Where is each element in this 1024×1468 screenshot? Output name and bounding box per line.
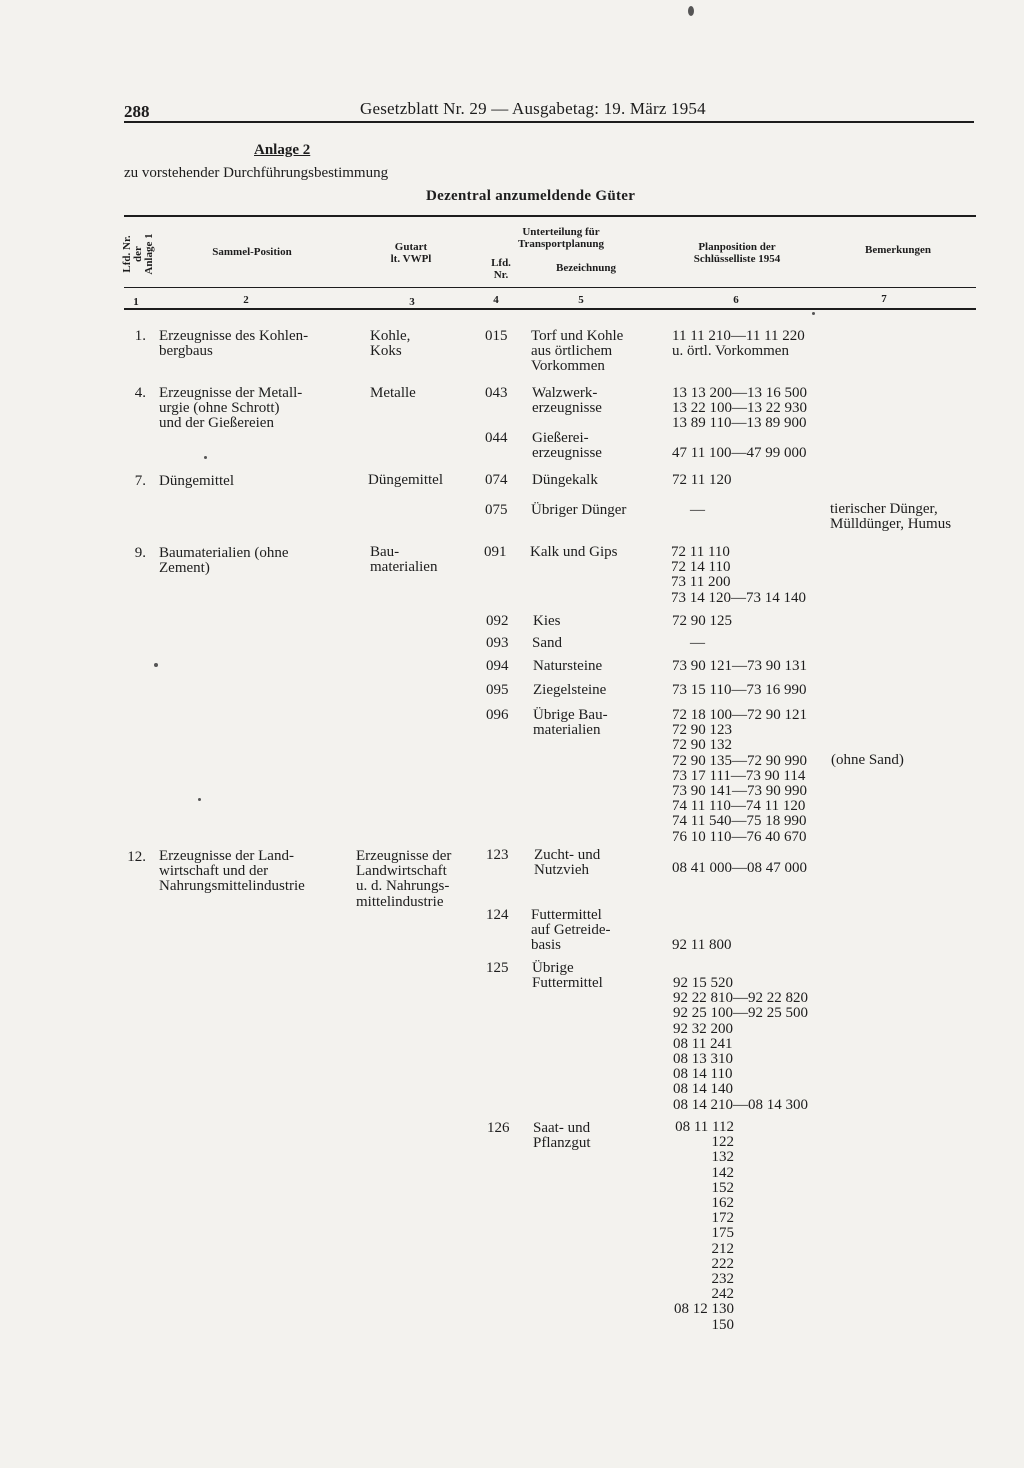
col-number-4: 4 bbox=[493, 294, 499, 306]
row-gutart: Bau- materialien bbox=[370, 544, 438, 576]
anlage-subtitle: zu vorstehender Durchführungsbestimmung bbox=[124, 165, 389, 181]
row-lfd: 092 bbox=[486, 613, 509, 629]
col-number-6: 6 bbox=[733, 294, 739, 306]
page-header-title: Gesetzblatt Nr. 29 — Ausgabetag: 19. März 1954 bbox=[360, 99, 706, 118]
row-gutart: Metalle bbox=[370, 385, 416, 401]
row-planposition: 92 11 800 bbox=[672, 937, 732, 953]
row-bezeichnung: Torf und Kohle aus örtlichem Vorkommen bbox=[531, 328, 624, 375]
row-gutart: Kohle, Koks bbox=[370, 328, 411, 360]
row-sammel: Düngemittel bbox=[159, 473, 234, 489]
row-planposition: — bbox=[690, 635, 705, 651]
row-planposition: — bbox=[690, 502, 705, 518]
anlage-title: Anlage 2 bbox=[254, 142, 311, 158]
row-lfd: 125 bbox=[486, 960, 509, 976]
row-bezeichnung: Kalk und Gips bbox=[530, 544, 618, 560]
row-bemerkungen: tierischer Dünger, Mülldünger, Humus bbox=[830, 501, 952, 533]
row-bezeichnung: Übrige Futtermittel bbox=[532, 960, 603, 992]
scan-speck bbox=[198, 798, 201, 801]
table-title: Dezentral anzumeldende Güter bbox=[426, 188, 636, 204]
col-number-7: 7 bbox=[881, 293, 887, 305]
row-lfd: 091 bbox=[484, 544, 507, 560]
row-bezeichnung: Saat- und Pflanzgut bbox=[533, 1120, 591, 1152]
row-lfd: 123 bbox=[486, 847, 509, 863]
row-bezeichnung: Walzwerk- erzeugnisse bbox=[532, 385, 602, 417]
row-sammel: Erzeugnisse der Land- wirtschaft und der Nahrungsmittelindustrie bbox=[159, 848, 305, 895]
row-lfd: 126 bbox=[487, 1120, 510, 1136]
table-number-rule bbox=[124, 308, 976, 310]
row-bezeichnung: Übrige Bau- materialien bbox=[533, 707, 608, 739]
row-nr: 9. bbox=[134, 545, 146, 561]
table-top-rule bbox=[124, 215, 976, 217]
col-number-5: 5 bbox=[578, 294, 584, 306]
col-number-1: 1 bbox=[133, 296, 139, 308]
row-lfd: 093 bbox=[486, 635, 509, 651]
row-planposition: 92 15 520 92 22 810—92 22 820 92 25 100—92 25 500 92 32 200 08 11 241 08 13 310 08 14 110 08 14 140 08 14 210—08 14 300 bbox=[673, 975, 808, 1113]
row-bezeichnung: Kies bbox=[533, 613, 561, 629]
row-planposition: 08 11 112 122 132 142 152 162 172 175 212 222 232 242 08 12 130 150 bbox=[674, 1119, 734, 1333]
row-lfd: 015 bbox=[485, 328, 508, 344]
row-lfd: 043 bbox=[485, 385, 508, 401]
scan-speck bbox=[204, 456, 207, 459]
page-number: 288 bbox=[124, 102, 150, 121]
row-planposition: 72 18 100—72 90 121 72 90 123 72 90 132 72 90 135—72 90 990 73 17 111—73 90 114 73 90 141—73 90 990 74 11 110—74 11 120 74 11 540—75 18 990 76 10 110—76 40 670 bbox=[672, 707, 807, 845]
row-bezeichnung: Düngekalk bbox=[532, 472, 598, 488]
col-header-planposition: Planposition der Schlüsselliste 1954 bbox=[693, 241, 781, 265]
row-gutart: Düngemittel bbox=[368, 472, 443, 488]
scan-speck bbox=[812, 312, 815, 315]
row-nr: 7. bbox=[134, 473, 146, 489]
col-header-bezeichnung: Bezeichnung bbox=[556, 262, 616, 274]
row-planposition: 73 15 110—73 16 990 bbox=[672, 682, 807, 698]
row-planposition: 11 11 210—11 11 220 u. örtl. Vorkommen bbox=[672, 328, 805, 360]
col-header-gutart: Gutart lt. VWPl bbox=[390, 241, 432, 265]
row-bezeichnung: Ziegelsteine bbox=[533, 682, 607, 698]
row-bezeichnung: Sand bbox=[532, 635, 562, 651]
row-bemerkungen: (ohne Sand) bbox=[831, 752, 904, 768]
row-planposition: 13 13 200—13 16 500 13 22 100—13 22 930 13 89 110—13 89 900 bbox=[672, 385, 807, 432]
row-bezeichnung: Futtermittel auf Getreide- basis bbox=[531, 907, 611, 954]
col-header-unterteilung: Unterteilung für Transportplanung bbox=[518, 226, 604, 250]
row-bezeichnung: Zucht- und Nutzvieh bbox=[534, 847, 601, 879]
row-lfd: 096 bbox=[486, 707, 509, 723]
row-lfd: 075 bbox=[485, 502, 508, 518]
row-bezeichnung: Natursteine bbox=[533, 658, 603, 674]
row-nr: 12. bbox=[127, 849, 146, 865]
row-bezeichnung: Gießerei- erzeugnisse bbox=[532, 430, 602, 462]
table-header-rule bbox=[124, 287, 976, 288]
scan-speck bbox=[688, 6, 694, 16]
col-header-bemerkungen: Bemerkungen bbox=[865, 244, 931, 256]
row-sammel: Erzeugnisse der Metall- urgie (ohne Schrott) und der Gießereien bbox=[159, 385, 303, 432]
row-nr: 4. bbox=[134, 385, 146, 401]
row-sammel: Erzeugnisse des Kohlen- bergbaus bbox=[159, 328, 309, 360]
row-planposition: 08 41 000—08 47 000 bbox=[672, 860, 807, 876]
col-number-3: 3 bbox=[409, 296, 415, 308]
scan-speck bbox=[154, 663, 158, 667]
row-bezeichnung: Übriger Dünger bbox=[531, 502, 627, 518]
row-gutart: Erzeugnisse der Landwirtschaft u. d. Nahrungs- mittelindustrie bbox=[356, 848, 452, 910]
row-planposition: 72 11 120 bbox=[672, 472, 732, 488]
row-planposition: 47 11 100—47 99 000 bbox=[672, 445, 807, 461]
row-lfd: 094 bbox=[486, 658, 509, 674]
col-header-lfd-nr-sub: Lfd. Nr. bbox=[491, 257, 511, 281]
row-lfd: 095 bbox=[486, 682, 509, 698]
row-sammel: Baumaterialien (ohne Zement) bbox=[159, 545, 289, 577]
col-number-2: 2 bbox=[243, 294, 249, 306]
row-nr: 1. bbox=[134, 328, 146, 344]
header-rule bbox=[124, 121, 974, 123]
col-header-lfd-nr: Lfd. Nr. der Anlage 1 bbox=[121, 233, 155, 275]
row-planposition: 72 11 110 72 14 110 73 11 200 73 14 120—73 14 140 bbox=[671, 544, 806, 606]
col-header-sammel-position: Sammel-Position bbox=[212, 246, 292, 258]
row-planposition: 72 90 125 bbox=[672, 613, 732, 629]
row-lfd: 124 bbox=[486, 907, 509, 923]
row-planposition: 73 90 121—73 90 131 bbox=[672, 658, 807, 674]
row-lfd: 074 bbox=[485, 472, 508, 488]
row-lfd: 044 bbox=[485, 430, 508, 446]
